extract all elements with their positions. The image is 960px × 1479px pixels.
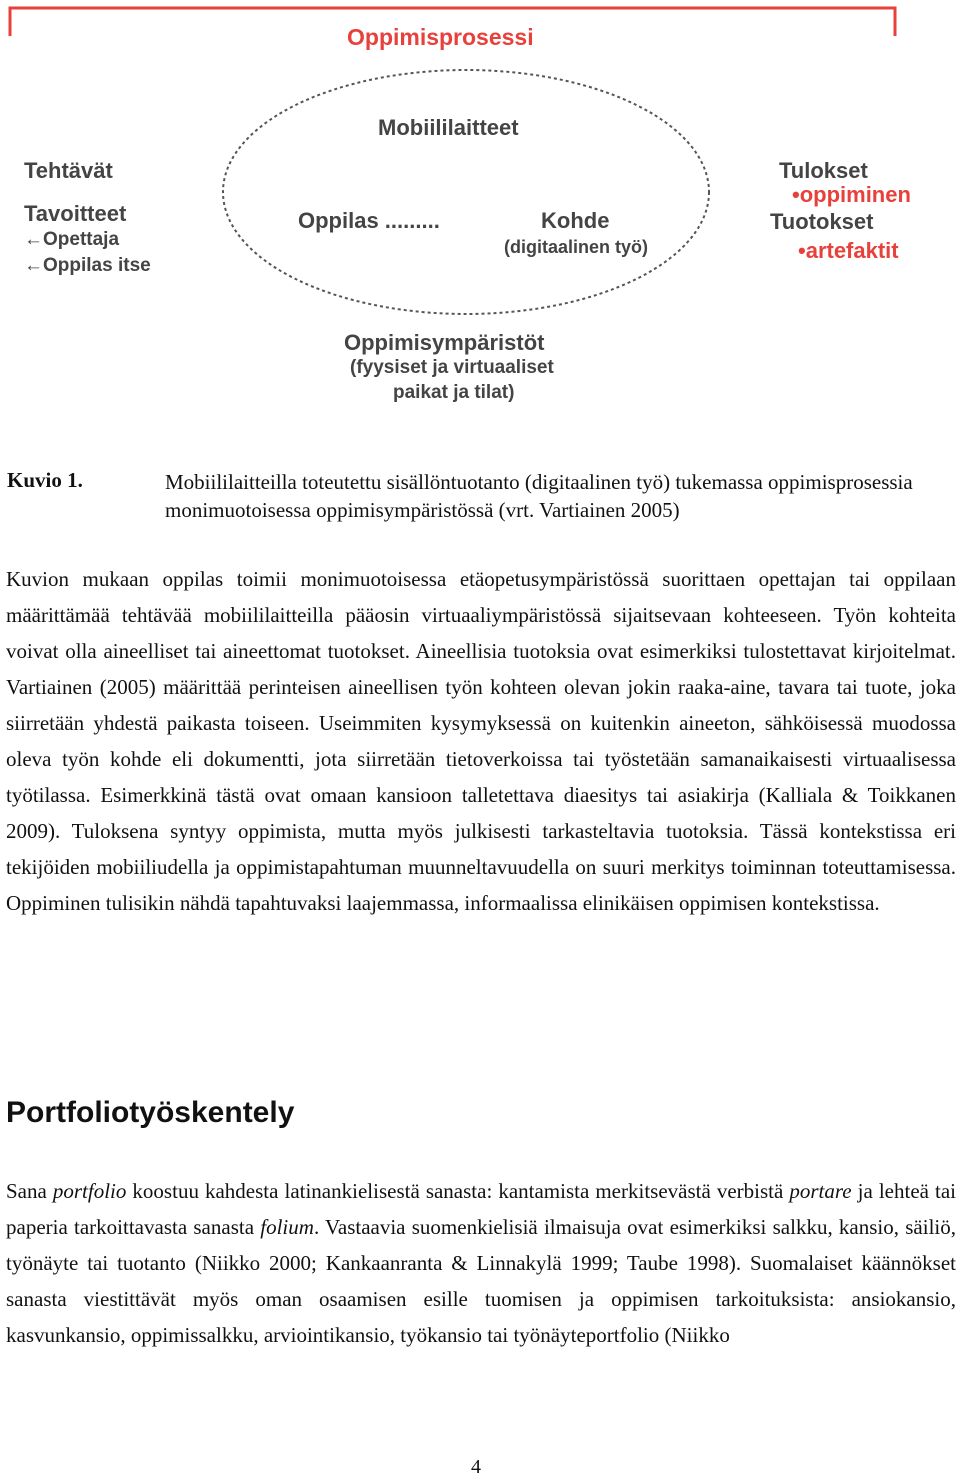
goal-pupil-item: ←Oppilas itse bbox=[24, 255, 151, 276]
environments-desc-line1: (fyysiset ja virtuaaliset bbox=[350, 357, 554, 378]
learning-environments-label: Oppimisympäristöt bbox=[344, 330, 545, 355]
body-paragraph-1: Kuvion mukaan oppilas toimii monimuotoisessa etäopetusympäristössä suorittaen opettajan tai oppilaan määrittämää tehtävää mobiililaitteilla pääosin virtuaaliympäristössä sijaitsevaan kohteeseen. Työn kohteita voivat olla aineelliset tai aineettomat tuotokset. Aineellisia tuotoksia ovat esimerkiksi tulostettavat kirjoitelmat. Vartiainen (2005) määrittää perinteisen aineellisen työn kohteen olevan jokin raaka-aine, tavara tai tuote, joka siirretään yhdestä paikasta toiseen. Useimmiten kysymyksessä on kuitenkin aineeton, sähköisessä muodossa oleva työn kohde eli dokumentti, jota siirretään tietoverkoissa tai työstetään samanaikaisesti virtuaalisessa työtilassa. Esimerkkinä tästä ovat omaan kansioon talletettava diaesitys tai asiakirja (Kalliala & Toikkanen 2009). Tuloksena syntyy oppimista, mutta myös julkisesti tarkasteltavia tuotoksia. Tässä kontekstissa eri tekijöiden mobiiliudella ja oppimistapahtuman muunneltavuudella on suuri merkitys toiminnan toteuttamisessa. Oppiminen tulisikin nähdä tapahtuvaksi laajemmassa, informaalissa elinikäisen oppimisen kontekstissa. bbox=[6, 567, 956, 915]
diagram-title: Oppimisprosessi bbox=[347, 24, 534, 50]
paragraph-text: koostuu kahdesta latinankielisestä sanasta: kantamista merkitsevästä verbistä bbox=[126, 1179, 790, 1203]
paragraph-text: Sana bbox=[6, 1179, 53, 1203]
section-heading: Portfoliotyöskentely bbox=[6, 1096, 295, 1129]
goal-teacher-item: ←Opettaja bbox=[24, 229, 120, 250]
page-number: 4 bbox=[471, 1456, 481, 1478]
figure-caption-text: Mobiililaitteilla toteutettu sisällöntuotanto (digitaalinen työ) tukemassa oppimisprosessia monimuotoisessa oppimisympäristössä (vrt. Vartiainen 2005) bbox=[165, 470, 913, 522]
process-ellipse bbox=[223, 70, 709, 314]
outputs-artefacts-item: •artefaktit bbox=[798, 238, 899, 263]
mobile-devices-label: Mobiililaitteet bbox=[378, 115, 519, 140]
tasks-label: Tehtävät bbox=[24, 158, 113, 183]
paragraph-text: ja lehteä tai paperia tarkoittavasta sanasta bbox=[6, 1179, 957, 1239]
learning-process-diagram bbox=[0, 0, 960, 420]
latin-term-portfolio: portfolio bbox=[52, 1179, 127, 1203]
latin-term-folium: folium bbox=[260, 1215, 314, 1239]
pupil-label: Oppilas ......... bbox=[298, 208, 440, 233]
results-learning-item: •oppiminen bbox=[792, 182, 911, 207]
object-label: Kohde bbox=[541, 208, 610, 233]
figure-caption-label: Kuvio 1. bbox=[7, 468, 83, 492]
body-paragraph-2 bbox=[6, 1173, 956, 1353]
paragraph-text: . Vastaavia suomenkielisiä ilmaisuja ovat esimerkiksi salkku, kansio, säiliö, työnäyte tai tuotanto (Niikko 2000; Kankaanranta & Linnakylä 1999; Taube 1998). Suomalaiset käännökset sanasta viestittävät myös oman osaamisen esille tuomisen ja oppimisen tarkoituksista: ansiokansio, kasvunkansio, oppimissalkku, arviointikansio, työkansio tai työnäyteportfolio (Niikko bbox=[6, 1215, 956, 1347]
goals-label: Tavoitteet bbox=[24, 201, 127, 226]
environments-desc-line2: paikat ja tilat) bbox=[393, 382, 515, 403]
digital-work-label: (digitaalinen työ) bbox=[504, 237, 648, 257]
outputs-label: Tuotokset bbox=[770, 209, 874, 234]
latin-term-portare: portare bbox=[789, 1179, 852, 1203]
results-label: Tulokset bbox=[779, 158, 868, 183]
